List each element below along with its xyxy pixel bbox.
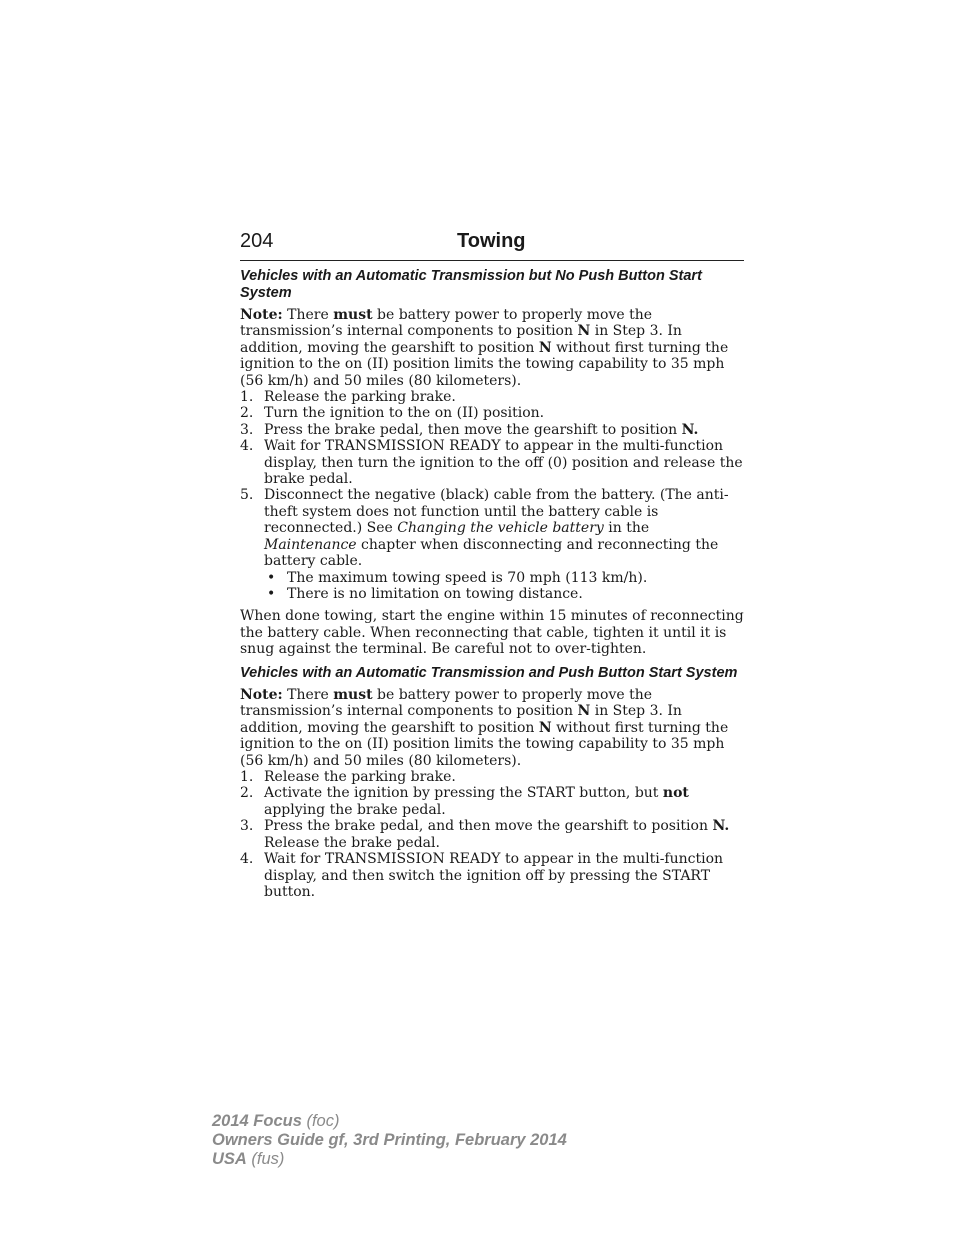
cross-reference: Maintenance	[264, 536, 357, 553]
list-item	[240, 818, 746, 851]
list-item	[240, 438, 746, 487]
step-number: 1.	[240, 389, 254, 406]
page-footer	[212, 1112, 567, 1169]
footer-line-guide	[212, 1131, 567, 1150]
steps-list	[240, 389, 746, 602]
bullet-item	[264, 586, 746, 602]
footer-model-code: (foc)	[301, 1112, 340, 1130]
step-number: 2.	[240, 405, 254, 422]
list-item	[240, 851, 746, 900]
step-text: applying the brake pedal.	[264, 801, 446, 818]
list-item	[240, 405, 746, 421]
footer-guide-edition: Owners Guide gf, 3rd Printing, February 2014	[212, 1131, 567, 1149]
note-text: There	[282, 687, 334, 704]
step-text: Turn the ignition to the on (II) position.	[264, 405, 545, 422]
step-number: 3.	[240, 421, 254, 438]
step-text: in the	[603, 520, 650, 537]
bullet-icon: •	[267, 585, 276, 602]
step-text: Disconnect the negative (black) cable from the battery. (The anti-theft system does not function until the battery cable is reconnected.) See	[264, 487, 729, 537]
step-text: Release the brake pedal.	[264, 834, 440, 851]
step-text: Release the parking brake.	[264, 389, 456, 406]
note-label: Note:	[240, 687, 283, 704]
page-content	[240, 268, 746, 900]
step-emphasis: not	[662, 785, 689, 802]
list-item	[240, 487, 746, 602]
step-number: 5.	[240, 487, 254, 504]
note-position-n: N	[538, 339, 552, 356]
bullet-icon: •	[267, 569, 276, 586]
cross-reference: Changing the vehicle battery	[397, 520, 604, 537]
note-paragraph	[240, 687, 746, 769]
page-header	[240, 230, 744, 261]
footer-line-market	[212, 1150, 567, 1169]
note-paragraph	[240, 307, 746, 389]
note-text: without first turning the ignition to the on (II) position limits the towing capability to 35 mph (56 km/h) and 50 miles (80 kilometers).	[240, 719, 729, 769]
list-item	[240, 769, 746, 785]
note-text: in Step 3. In addition, moving the gearshift to position	[240, 323, 682, 356]
bullet-item	[264, 570, 746, 586]
footer-model: 2014 Focus	[212, 1112, 302, 1130]
note-text: be battery power to properly move the transmission’s internal components to position	[240, 307, 653, 340]
list-item	[240, 389, 746, 405]
step-number: 4.	[240, 851, 254, 868]
step-text: Wait for TRANSMISSION READY to appear in the multi-function display, then turn the ignition to the off (0) position and release the brake pedal.	[264, 438, 743, 488]
step-number: 2.	[240, 785, 254, 802]
list-item	[240, 785, 746, 818]
footer-market-code: (fus)	[246, 1150, 285, 1168]
step-number: 4.	[240, 438, 254, 455]
step-emphasis: N.	[681, 421, 699, 438]
note-label: Note:	[240, 307, 283, 323]
page-title: Towing	[457, 230, 526, 252]
closing-paragraph: When done towing, start the engine within 15 minutes of reconnecting the battery cable. When reconnecting that cable, tighten it until it is snug against the terminal. Be careful not to over-tighten.	[240, 608, 744, 658]
footer-line-model	[212, 1112, 567, 1131]
note-text: be battery power to properly move the transmission’s internal components to position	[240, 687, 653, 720]
note-position-n: N	[577, 703, 591, 720]
bullet-text: The maximum towing speed is 70 mph (113 km/h).	[287, 569, 648, 586]
step-text: Wait for TRANSMISSION READY to appear in the multi-function display, and then switch the ignition off by pressing the START button.	[264, 851, 724, 900]
step-text: Activate the ignition by pressing the START button, but	[264, 785, 663, 802]
step-text: Press the brake pedal, then move the gearshift to position	[264, 421, 682, 438]
bullet-list	[264, 570, 746, 603]
step-text: chapter when disconnecting and reconnecting the battery cable.	[264, 536, 719, 570]
section-heading-no-push-button: Vehicles with an Automatic Transmission but No Push Button Start System	[240, 268, 702, 301]
step-text: Press the brake pedal, and then move the gearshift to position	[264, 818, 713, 835]
step-number: 3.	[240, 818, 254, 835]
note-emphasis: must	[333, 307, 373, 323]
steps-list	[240, 769, 746, 900]
note-text: There	[282, 307, 334, 323]
note-text: without first turning the ignition to the on (II) position limits the towing capability to 35 mph (56 km/h) and 50 miles (80 kilometers).	[240, 339, 729, 389]
section-heading-push-button: Vehicles with an Automatic Transmission and Push Button Start System	[240, 664, 738, 681]
page-number: 204	[240, 230, 274, 252]
step-emphasis: N.	[712, 818, 730, 835]
note-position-n: N	[577, 323, 591, 340]
note-position-n: N	[538, 719, 552, 736]
list-item	[240, 422, 746, 438]
step-text: Release the parking brake.	[264, 769, 456, 786]
step-number: 1.	[240, 769, 254, 786]
note-text: in Step 3. In addition, moving the gearshift to position	[240, 703, 682, 736]
footer-market: USA	[212, 1150, 247, 1168]
note-emphasis: must	[333, 687, 373, 704]
bullet-text: There is no limitation on towing distance.	[287, 585, 583, 602]
